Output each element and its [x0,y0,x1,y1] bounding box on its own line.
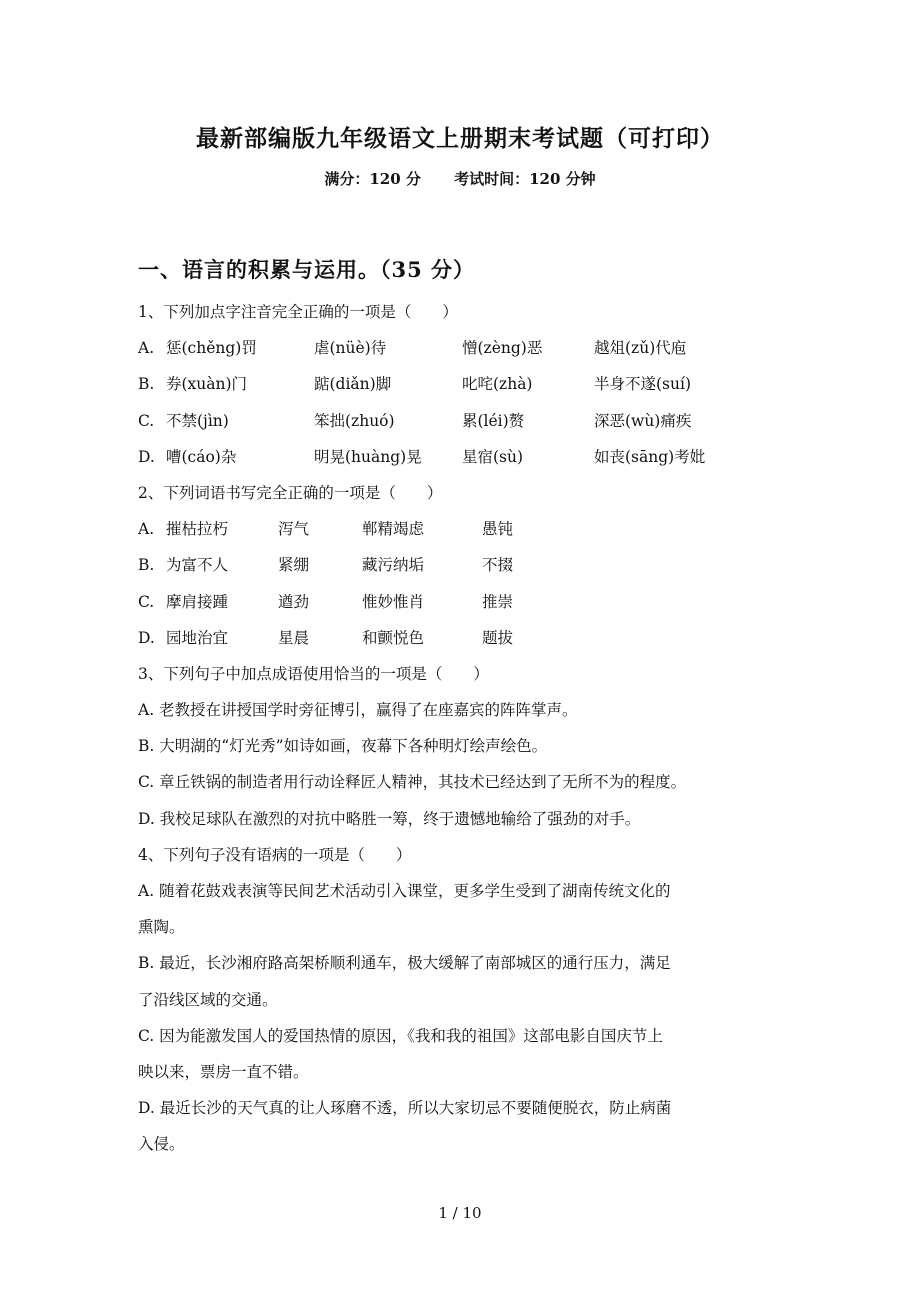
option-item: 半身不遂(suí) [594,375,691,394]
full-score: 满分：120 分 [324,170,421,188]
exam-info [0,168,920,189]
page-number: 1 / 10 [438,1204,482,1222]
option-item: 为富不人 [166,556,229,575]
option-item: 不禁(jìn) [166,411,229,430]
option-item: 推崇 [482,592,514,611]
option-label: A. [138,339,155,358]
question-1-option-a [138,330,788,366]
option-item: 星宿(sù) [462,447,524,466]
option-item: 和颤悦色 [362,628,425,647]
question-1-stem: 1、下列加点字注音完全正确的一项是（ ） [138,303,458,321]
option-item: 泻气 [278,520,310,539]
option-line: 了沿线区域的交通。 [138,990,278,1009]
option-item: 星晨 [278,628,310,647]
option-item: 如丧(sāng)考妣 [594,447,706,466]
question-1-option-c [138,403,788,439]
question-2-stem: 2、下列词语书写完全正确的一项是（ ） [138,483,443,502]
question-2-option-d [138,620,788,656]
option-label: C. [138,411,155,430]
question-4-option-c [138,1018,788,1090]
option-item: 累(léi)赘 [462,411,525,430]
option-item: 叱咤(zhà) [462,375,533,394]
option-line: 熏陶。 [138,918,185,937]
option-item: 题拔 [482,628,514,647]
option-label: D. [138,628,155,647]
option-item: 踮(diǎn)脚 [314,375,392,394]
question-2-option-c [138,584,788,620]
section-heading: 一、语言的积累与运用。（35 分） [138,257,476,282]
option-item: 摧枯拉朽 [166,520,229,539]
question-list [138,294,788,1163]
option-label: D. [138,447,155,466]
option-line: B. 最近，长沙湘府路高架桥顺利通车，极大缓解了南部城区的通行压力，满足 [138,954,671,973]
option-label: B. [138,375,155,394]
question-4-option-d [138,1090,788,1162]
option-item: 不掇 [482,556,514,575]
question-3-stem: 3、下列句子中加点成语使用恰当的一项是（ ） [138,664,489,683]
question-4-option-a [138,873,788,945]
option-item: 明晃(huàng)晃 [314,447,422,466]
question-3-option-b: B. 大明湖的“灯光秀”如诗如画，夜幕下各种明灯绘声绘色。 [138,737,548,756]
question-4-option-b [138,945,788,1017]
option-line: 映以来，票房一直不错。 [138,1062,309,1081]
option-item: 摩肩接踵 [166,592,229,611]
option-item: 越俎(zǔ)代庖 [594,339,687,358]
option-line: D. 最近长沙的天气真的让人琢磨不透，所以大家切忌不要随便脱衣，防止病菌 [138,1099,672,1118]
option-item: 深恶(wù)痛疾 [594,411,692,430]
option-item: 券(xuàn)门 [166,375,248,394]
option-line: C. 因为能激发国人的爱国热情的原因，《我和我的祖国》这部电影自国庆节上 [138,1026,663,1045]
page-title: 最新部编版九年级语文上册期末考试题（可打印） [196,125,724,152]
question-3-option-d: D. 我校足球队在激烈的对抗中略胜一筹，终于遗憾地输给了强劲的对手。 [138,809,641,828]
option-item: 愚钝 [482,520,514,539]
question-3-option-c: C. 章丘铁锅的制造者用行动诠释匠人精神，其技术已经达到了无所不为的程度。 [138,773,687,792]
option-item: 憎(zèng)恶 [462,339,543,358]
option-item: 惟妙惟肖 [362,592,425,611]
option-item: 惩(chěng)罚 [166,339,257,358]
question-1-option-d [138,439,788,475]
option-item: 笨拙(zhuó) [314,411,395,430]
question-2-option-a [138,511,788,547]
option-line: 入侵。 [138,1135,185,1154]
question-4-stem: 4、下列句子没有语病的一项是（ ） [138,845,412,864]
option-item: 郸精竭虑 [362,520,425,539]
option-label: A. [138,520,155,539]
option-label: B. [138,556,155,575]
question-1-option-b [138,366,788,402]
option-item: 遒劲 [278,592,310,611]
option-label: C. [138,592,155,611]
question-2-option-b [138,547,788,583]
option-item: 园地治宜 [166,628,229,647]
exam-time: 考试时间：120 分钟 [454,170,596,188]
option-item: 紧绷 [278,556,310,575]
question-3-option-a: A. 老教授在讲授国学时旁征博引，赢得了在座嘉宾的阵阵掌声。 [138,701,578,720]
option-item: 嘈(cáo)杂 [166,447,237,466]
option-item: 虐(nüè)待 [314,339,387,358]
option-line: A. 随着花鼓戏表演等民间艺术活动引入课堂，更多学生受到了湖南传统文化的 [138,882,671,900]
option-item: 藏污纳垢 [362,556,425,575]
